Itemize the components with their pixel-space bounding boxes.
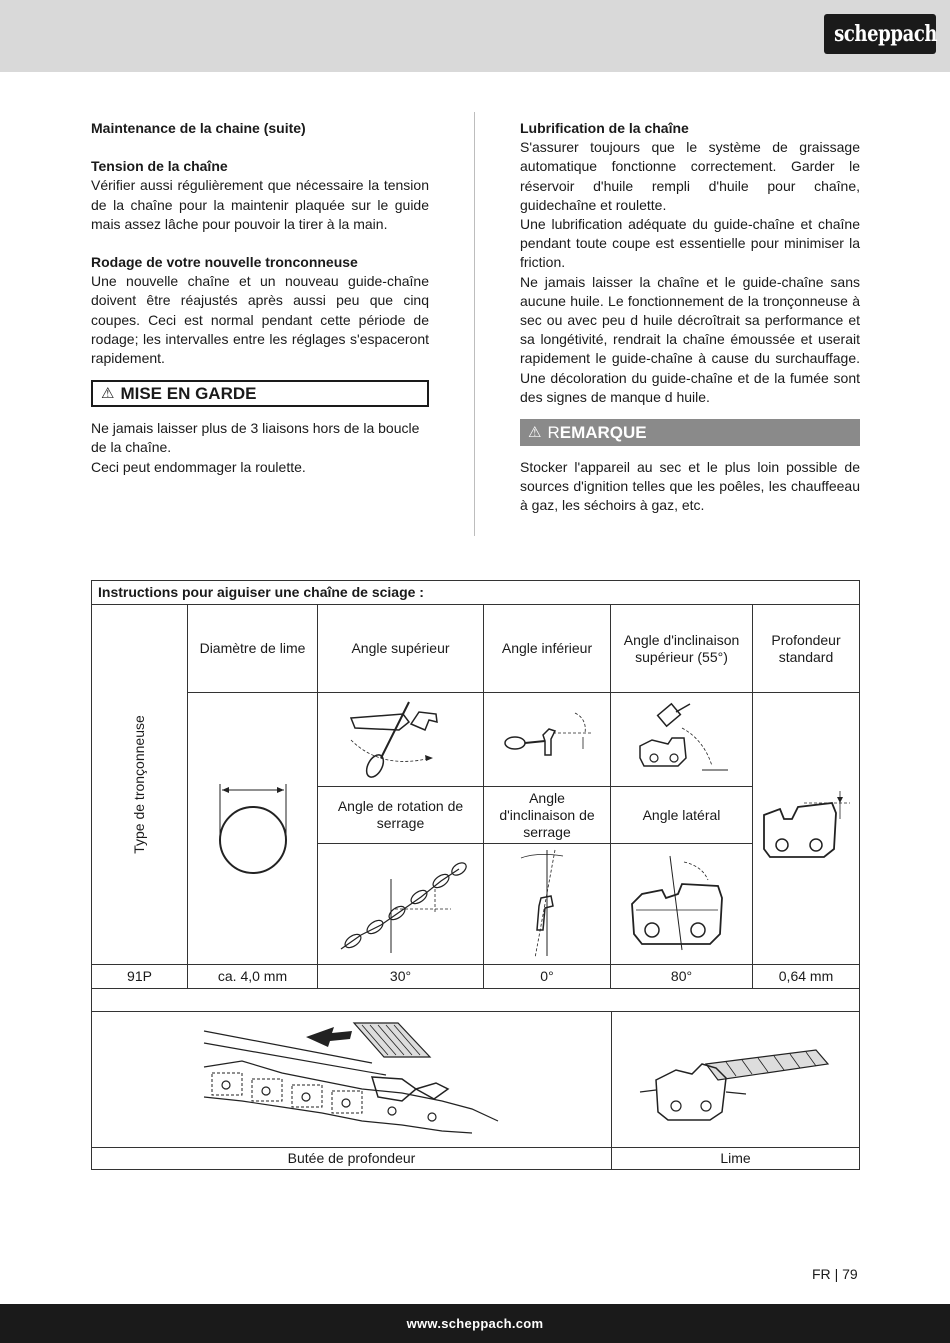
header-top-angle: Angle supérieur	[317, 604, 484, 693]
spacer-row	[91, 988, 860, 1012]
label-file: Lime	[611, 1147, 860, 1170]
depth-stop-icon	[202, 1017, 502, 1143]
tension-heading: Tension de la chaîne	[91, 158, 228, 175]
file-tool-icon	[636, 1030, 836, 1130]
rotation-angle-illustration	[317, 843, 484, 965]
left-column	[91, 119, 429, 477]
warning-text-1: Ne jamais laisser plus de 3 liaisons hors de la boucle de la chaîne.	[91, 420, 420, 456]
chain-tooth-icon	[632, 700, 732, 780]
file-illustration	[611, 1011, 860, 1148]
top-incline-illustration	[610, 692, 753, 787]
footer-url[interactable]: www.scheppach.com	[406, 1316, 544, 1331]
note-label-rest: EMARQUE	[559, 422, 647, 442]
depth-illustration	[752, 692, 860, 965]
note-text: Stocker l'appareil au sec et le plus loin possible de sources d'ignition telles que les poêles, les chauffeeau à gaz, les séchoirs à gaz, etc.	[520, 459, 860, 514]
value-top-incline: 80°	[610, 964, 753, 989]
file-circle-icon	[208, 774, 298, 884]
header-bar	[0, 0, 950, 72]
depth-stop-illustration	[91, 1011, 612, 1148]
warning-icon: ⚠	[528, 423, 542, 441]
file-level-icon	[497, 705, 597, 775]
warning-label: MISE EN GARDE	[120, 384, 257, 404]
tension-text: Vérifier aussi régulièrement que nécessaire la tension de la chaîne pour la maintenir plaquée sur le guide mais assez lâche pour pouvoir la tirer à la main.	[91, 177, 429, 232]
header-side-angle: Angle latéral	[610, 786, 753, 844]
value-file-diameter: ca. 4,0 mm	[187, 964, 318, 989]
lub-text-3: Ne jamais laisser la chaîne et le guide-chaîne sans aucune huile. Le fonctionnement de la tronçonneuse à sec ou avec peu d huile décroîtrait sa performance et sa longétivité, rendrait la chaîne émoussée et userait rapidement le guide-chaîne à cause du surchauffage. Une décoloration du guide-chaîne et de la fumée sont des signes de manque d huile.	[520, 273, 860, 405]
note-label-first: R	[547, 422, 560, 442]
value-top-angle: 30°	[317, 964, 484, 989]
lub-heading: Lubrification de la chaîne	[520, 120, 689, 136]
header-depth: Profondeur standard	[752, 604, 860, 693]
warning-box	[91, 380, 429, 407]
row-header: Type de tronçonneuse	[131, 715, 148, 854]
column-divider	[474, 112, 475, 536]
warning-text-2: Ceci peut endommager la roulette.	[91, 458, 306, 475]
chain-links-icon	[331, 849, 471, 959]
side-angle-illustration	[610, 843, 753, 965]
scheppach-logo: scheppach	[824, 14, 936, 54]
header-top-incline: Angle d'inclinaison supérieur (55°)	[610, 604, 753, 693]
file-diameter-illustration	[187, 692, 318, 965]
sharpening-table	[91, 580, 860, 1170]
label-depth-stop: Butée de profondeur	[91, 1147, 612, 1170]
table-title: Instructions pour aiguiser une chaîne de sciage :	[91, 580, 860, 605]
depth-gauge-icon	[758, 789, 854, 869]
rodage-heading: Rodage de votre nouvelle tronconneuse	[91, 254, 358, 271]
right-column	[520, 119, 860, 516]
header-clamp-incline: Angle d'inclinaison de serrage	[483, 786, 611, 844]
cutter-tooth-icon	[622, 854, 742, 954]
file-angle-icon	[341, 700, 461, 780]
rodage-text: Une nouvelle chaîne et un nouveau guide-chaîne doivent être réajustés après aussi peu que cinq coupes. Ceci est normal pendant cette période de rodage; les intervalles entre les réglages s'espaceront rapidement.	[91, 273, 429, 367]
value-bottom-angle: 0°	[483, 964, 611, 989]
file-vertical-icon	[507, 846, 587, 962]
note-box	[520, 419, 860, 446]
bottom-angle-illustration	[483, 692, 611, 787]
lub-text-2: Une lubrification adéquate du guide-chaîne et chaîne pendant toute coupe est essentielle pour minimiser la friction.	[520, 216, 860, 271]
lub-text-1: S'assurer toujours que le système de graissage automatique fonctionne correctement. Garder le réservoir d'huile rempli d'huile pour chaîne, guidechaîne et roulette.	[520, 139, 860, 213]
header-file-diameter: Diamètre de lime	[187, 604, 318, 693]
page-number: FR | 79	[812, 1266, 858, 1282]
header-rotation-angle: Angle de rotation de serrage	[317, 786, 484, 844]
value-depth: 0,64 mm	[752, 964, 860, 989]
top-angle-illustration	[317, 692, 484, 787]
header-bottom-angle: Angle inférieur	[483, 604, 611, 693]
value-type: 91P	[91, 964, 188, 989]
footer-bar	[0, 1304, 950, 1343]
clamp-incline-illustration	[483, 843, 611, 965]
warning-icon: ⚠	[101, 385, 115, 403]
section-title: Maintenance de la chaine (suite)	[91, 120, 306, 136]
row-header-cell	[91, 604, 188, 965]
